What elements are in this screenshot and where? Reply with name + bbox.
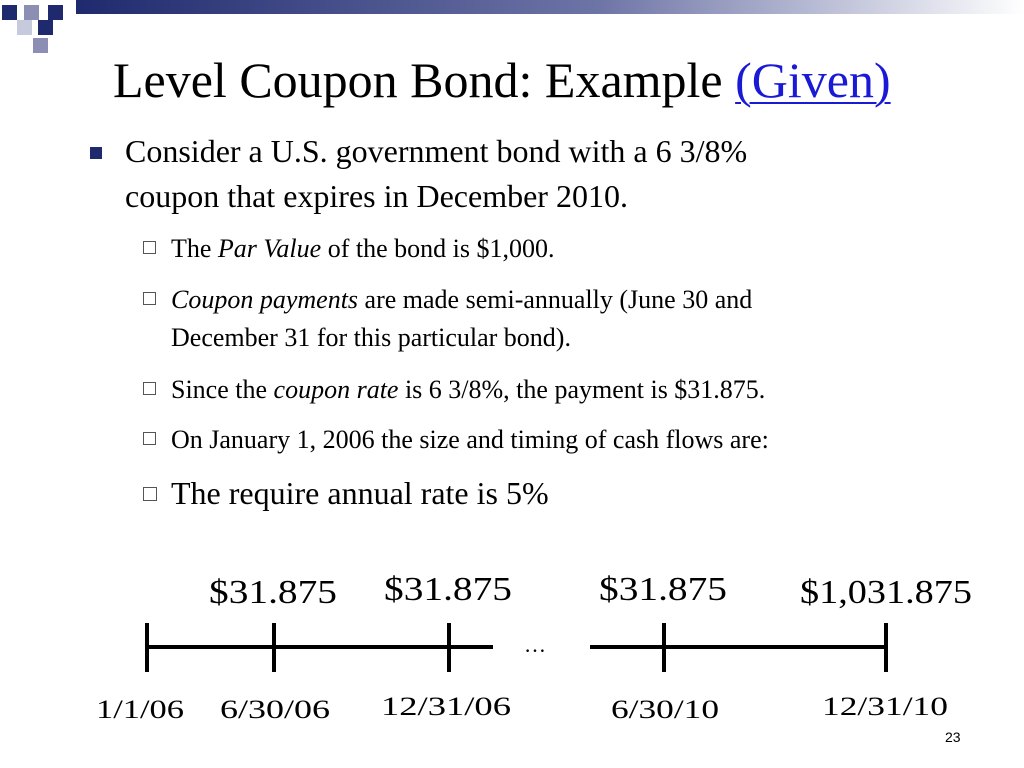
amount-label: $31.875 <box>384 571 512 608</box>
page-number: 23 <box>945 729 961 745</box>
sub-bullet-text: are made semi-annually (June 30 and <box>358 285 753 314</box>
amount-label: $31.875 <box>599 571 727 608</box>
date-label: 6/30/10 <box>611 695 719 724</box>
amount-label: $1,031.875 <box>800 574 972 611</box>
main-bullet-text <box>125 129 747 219</box>
sub-bullet-emphasis: Par Value <box>217 234 322 263</box>
sub-bullet-text: The <box>171 234 218 263</box>
checkbox-bullet-icon <box>143 487 157 501</box>
slide-title-text: Level Coupon Bond: Example <box>113 52 736 108</box>
amount-label: $31.875 <box>209 574 337 611</box>
checkbox-bullet-icon <box>143 292 156 305</box>
main-bullet-line-1: Consider a U.S. government bond with a 6 3/8% <box>125 133 748 169</box>
sub-bullet-emphasis: coupon rate <box>273 375 399 404</box>
date-label: 1/1/06 <box>96 695 184 724</box>
slide-title <box>113 50 891 110</box>
sub-bullet-text: of the bond is $1,000. <box>321 234 555 263</box>
sub-bullet-text: On January 1, 2006 the size and timing of cash flows are: <box>171 425 769 454</box>
timeline-ellipsis: … <box>524 632 546 657</box>
checkbox-bullet-icon <box>143 382 156 395</box>
sub-bullet-emphasis: Coupon payments <box>171 285 359 314</box>
main-bullet-icon <box>90 147 102 159</box>
sub-bullet-text: December 31 for this particular bond). <box>171 323 571 352</box>
sub-bullet-text: is 6 3/8%, the payment is $31.875. <box>398 375 766 404</box>
given-link[interactable]: (Given) <box>735 52 891 108</box>
date-label: 12/31/06 <box>381 692 511 721</box>
date-label: 12/31/10 <box>822 692 948 721</box>
sub-bullet-text: The require annual rate is 5% <box>171 475 549 511</box>
cash-flow-timeline <box>0 560 1024 740</box>
main-bullet-line-2: coupon that expires in December 2010. <box>125 178 628 214</box>
sub-bullet-text: Since the <box>171 375 274 404</box>
date-label: 6/30/06 <box>220 695 330 724</box>
checkbox-bullet-icon <box>143 241 156 254</box>
checkbox-bullet-icon <box>143 432 156 445</box>
